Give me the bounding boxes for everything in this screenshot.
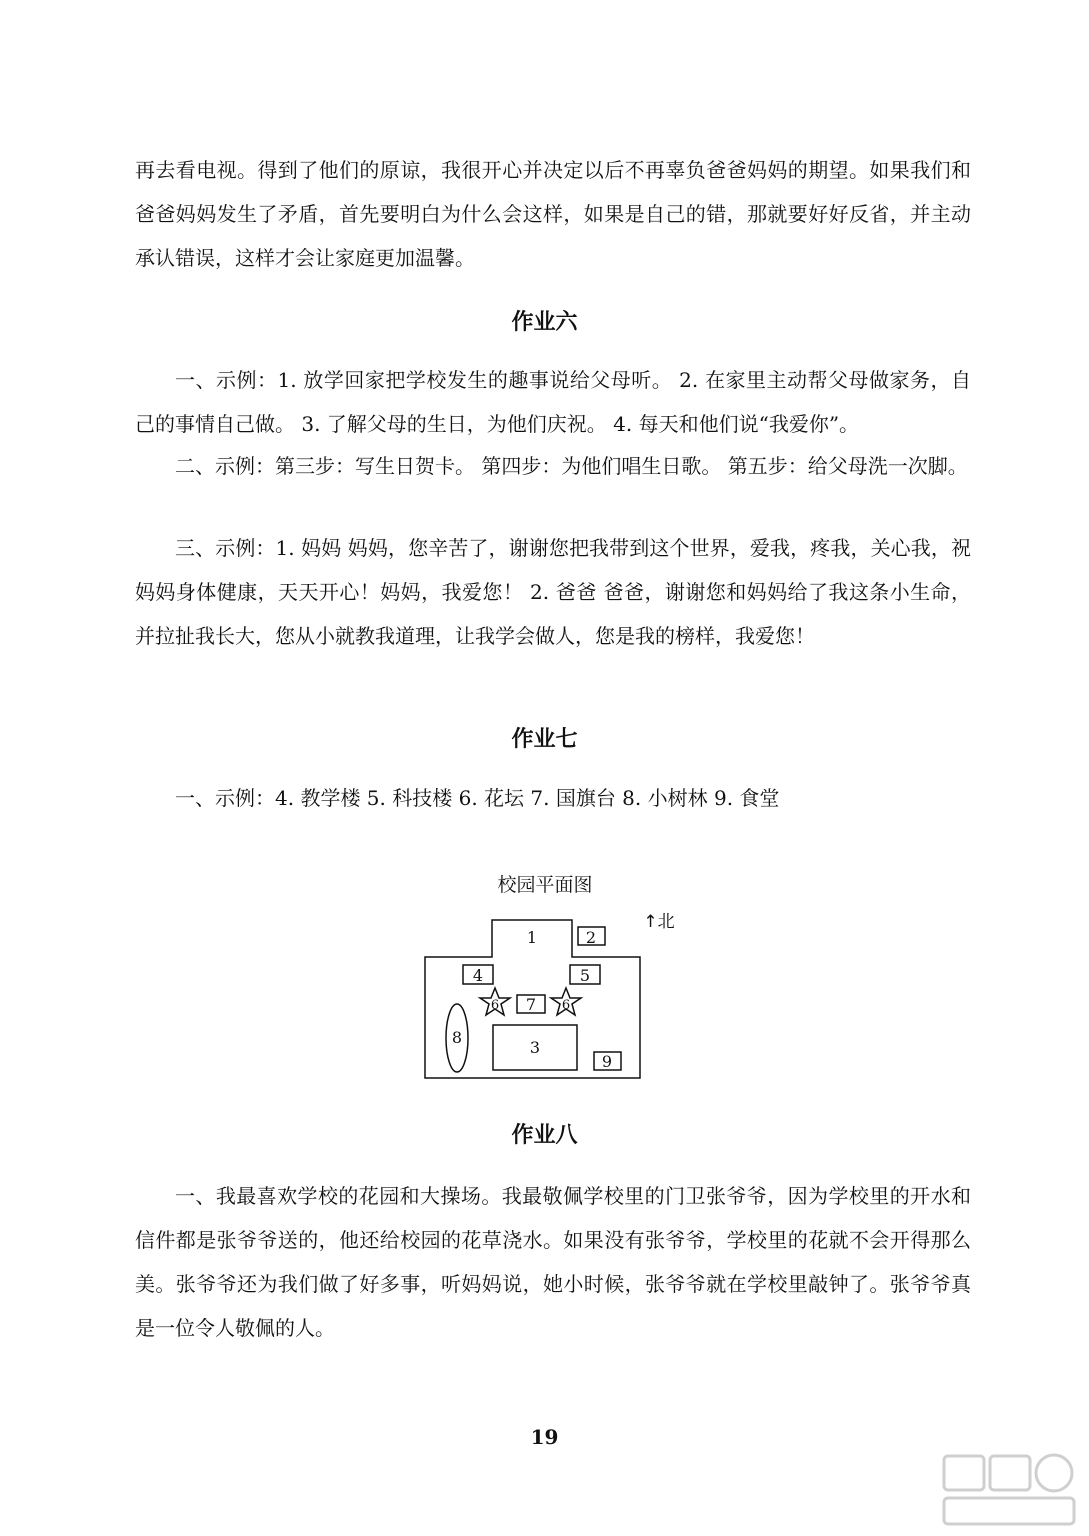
section8-paragraph: 一、我最喜欢学校的花园和大操场。我最敬佩学校里的门卫张爷爷，因为学校里的开水和信件都是张爷爷送的，他还给校园的花草浇水。如果没有张爷爷，学校里的花就不会开得那么美。张爷爷还为我们做了好多事，听妈妈说，她小时候，张爷爷就在学校里敲钟了。张爷爷真是一位令人敬佩的人。 (135, 1184, 971, 1340)
section6-heading: 作业六 (511, 310, 578, 335)
page-number: 19 (530, 1425, 559, 1449)
intro-paragraph: 再去看电视。得到了他们的原谅，我很开心并决定以后不再辜负爸爸妈妈的期望。如果我们和爸爸妈妈发生了矛盾，首先要明白为什么会这样，如果是自己的错，那就要好好反省，并主动承认错误，这样才会让家庭更加温馨。 (135, 158, 971, 270)
label-4: 4 (472, 966, 484, 985)
section8-heading: 作业八 (511, 1123, 578, 1148)
label-6-right: 6 (561, 998, 571, 1013)
label-1: 1 (526, 928, 538, 947)
campus-map (420, 905, 680, 1085)
section6-item-3: 三、示例：1. 妈妈 妈妈，您辛苦了，谢谢您把我带到这个世界，爱我，疼我，关心我，祝妈妈身体健康，天天开心！妈妈，我爱您！ 2. 爸爸 爸爸，谢谢您和妈妈给了我这条小生命，并拉扯我长大，您从小就教我道理，让我学会做人，您是我的榜样，我爱您！ (135, 536, 971, 648)
section6-item-2: 二、示例：第三步：写生日贺卡。 第四步：为他们唱生日歌。 第五步：给父母洗一次脚。 (175, 454, 968, 478)
label-9: 9 (601, 1052, 613, 1071)
label-5: 5 (579, 966, 591, 985)
section7-heading: 作业七 (511, 727, 578, 752)
label-6-left: 6 (490, 998, 500, 1013)
section6-item-1: 一、示例：1. 放学回家把学校发生的趣事说给父母听。 2. 在家里主动帮父母做家务，自己的事情自己做。 3. 了解父母的生日，为他们庆祝。 4. 每天和他们说“我爱你”。 (135, 368, 971, 436)
label-3: 3 (529, 1038, 541, 1057)
section7-answer: 一、示例：4. 教学楼 5. 科技楼 6. 花坛 7. 国旗台 8. 小树林 9. 食堂 (175, 786, 780, 810)
watermark-logo-icon (940, 1450, 1080, 1530)
label-8: 8 (451, 1028, 463, 1047)
label-7: 7 (525, 995, 537, 1014)
north-label: ↑北 (643, 912, 675, 932)
label-2: 2 (585, 928, 597, 947)
diagram-title: 校园平面图 (497, 874, 593, 896)
